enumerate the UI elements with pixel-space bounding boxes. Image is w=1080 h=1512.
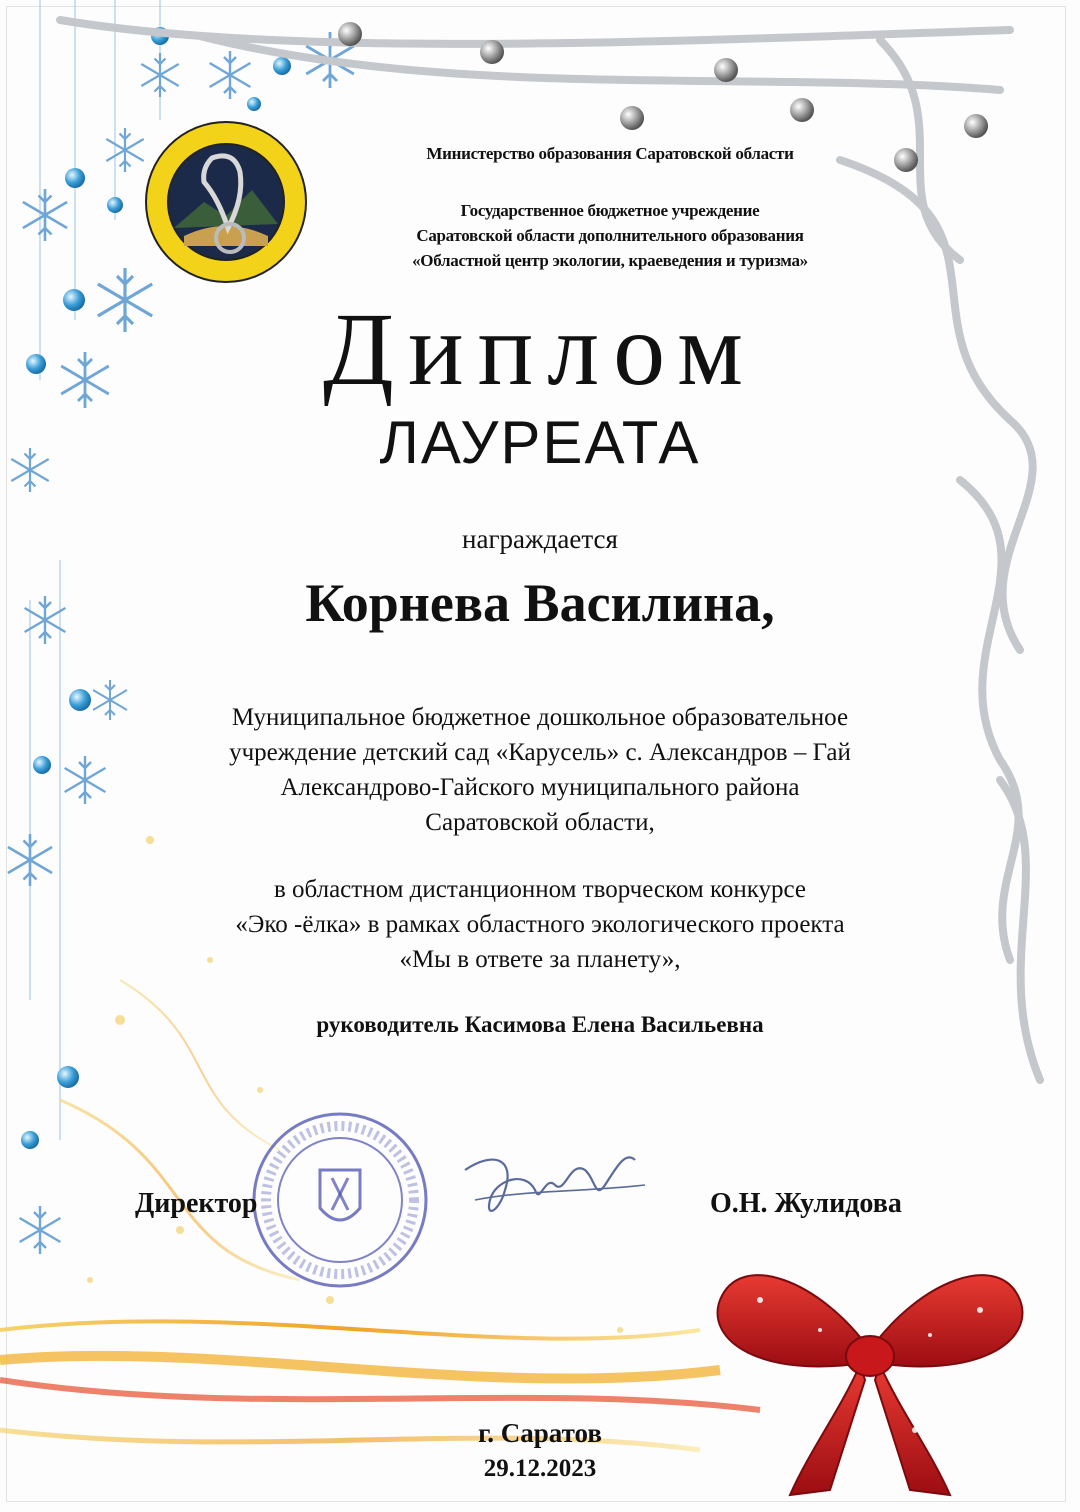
organization-line: Александрово-Гайского муниципального района <box>280 774 800 801</box>
ministry-name: Министерство образования Саратовской области <box>426 144 794 163</box>
issue-date: 29.12.2023 <box>483 1455 597 1482</box>
organization-line: учреждение детский сад «Карусель» с. Александров – Гай <box>229 739 851 766</box>
leader-line: руководитель Касимова Елена Васильевна <box>316 1012 764 1037</box>
contest-line: «Эко -ёлка» в рамках областного экологического проекта <box>235 911 845 938</box>
recipient-name: Корнева Василина, <box>305 573 775 633</box>
organization-line: Муниципальное бюджетное дошкольное образовательное <box>231 704 849 731</box>
contest-line: «Мы в ответе за планету», <box>399 946 681 973</box>
contest-line: в областном дистанционном творческом конкурсе <box>273 876 807 903</box>
official-stamp <box>250 1110 430 1290</box>
director-name: О.Н. Жулидова <box>710 1188 902 1219</box>
laureate-subtitle: ЛАУРЕАТА <box>379 409 701 476</box>
organization-line: Саратовской области, <box>425 809 655 836</box>
city-label: г. Саратов <box>478 1418 602 1448</box>
institution-name <box>110 198 1080 273</box>
organization-block <box>0 700 1080 840</box>
director-signature <box>445 1130 655 1240</box>
contest-block <box>0 872 1080 977</box>
institution-line: Саратовской области дополнительного образования <box>416 226 804 245</box>
diploma-title: Диплом <box>323 292 757 407</box>
institution-line: Государственное бюджетное учреждение <box>460 201 760 220</box>
institution-line: «Областной центр экологии, краеведения и туризма» <box>412 251 808 270</box>
director-label: Директор <box>135 1188 258 1219</box>
awarded-label: награждается <box>462 524 618 554</box>
